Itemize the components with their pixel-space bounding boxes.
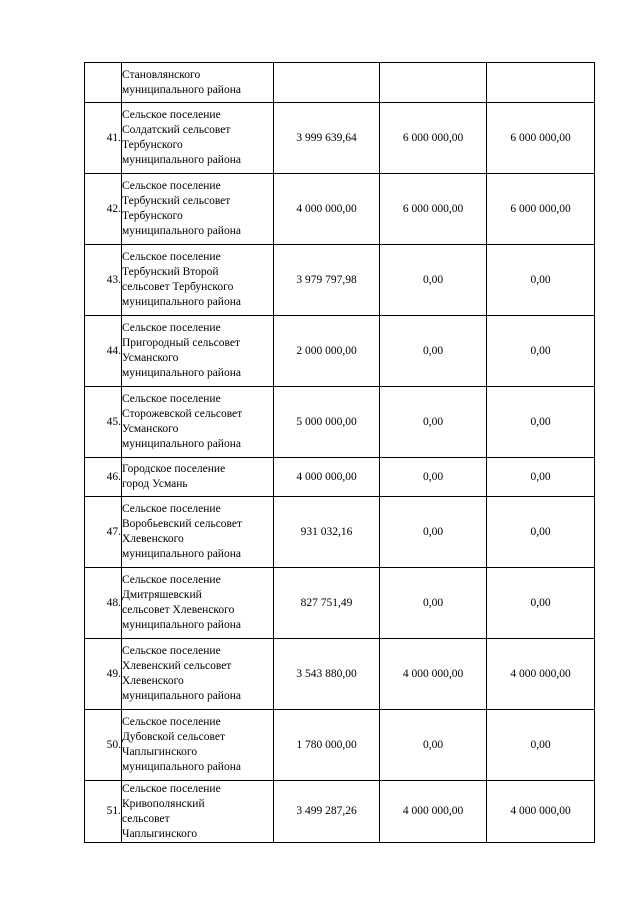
settlement-name: Сельское поселение Пригородный сельсовет Усманского муниципального района	[122, 316, 274, 387]
amount-col-1: 3 499 287,26	[274, 781, 380, 843]
amount-col-3: 4 000 000,00	[487, 781, 595, 843]
amount-col-2: 4 000 000,00	[380, 639, 487, 710]
amount-col-3: 0,00	[487, 458, 595, 497]
amount-col-1: 3 999 639,64	[274, 103, 380, 174]
amount-col-1: 4 000 000,00	[274, 458, 380, 497]
row-number: 48.	[85, 568, 122, 639]
table-row	[85, 63, 595, 103]
table-row	[85, 710, 595, 781]
settlement-name: Сельское поселение Хлевенский сельсовет Хлевенского муниципального района	[122, 639, 274, 710]
amount-col-3: 0,00	[487, 316, 595, 387]
row-number: 51.	[85, 781, 122, 843]
amount-col-1: 4 000 000,00	[274, 174, 380, 245]
amount-col-1: 5 000 000,00	[274, 387, 380, 458]
amount-col-3	[487, 63, 595, 103]
amount-col-2	[380, 63, 487, 103]
amount-col-1: 931 032,16	[274, 497, 380, 568]
appropriations-table	[84, 62, 595, 843]
row-number: 49.	[85, 639, 122, 710]
amount-col-1: 3 979 797,98	[274, 245, 380, 316]
amount-col-2: 0,00	[380, 316, 487, 387]
settlement-name: Сельское поселение Воробьевский сельсовет Хлевенского муниципального района	[122, 497, 274, 568]
amount-col-3: 0,00	[487, 710, 595, 781]
amount-col-3: 0,00	[487, 497, 595, 568]
table-row	[85, 103, 595, 174]
settlement-name: Сельское поселение Дмитряшевский сельсовет Хлевенского муниципального района	[122, 568, 274, 639]
amount-col-3: 0,00	[487, 568, 595, 639]
amount-col-1: 3 543 880,00	[274, 639, 380, 710]
row-number: 41.	[85, 103, 122, 174]
amount-col-3: 0,00	[487, 387, 595, 458]
settlement-name: Сельское поселение Солдатский сельсовет Тербунского муниципального района	[122, 103, 274, 174]
settlement-name: Сельское поселение Сторожевской сельсовет Усманского муниципального района	[122, 387, 274, 458]
amount-col-3: 0,00	[487, 245, 595, 316]
table-row	[85, 458, 595, 497]
row-number: 45.	[85, 387, 122, 458]
settlement-name: Городское поселение город Усмань	[122, 458, 274, 497]
row-number: 50.	[85, 710, 122, 781]
settlement-name: Сельское поселение Тербунский сельсовет Тербунского муниципального района	[122, 174, 274, 245]
amount-col-2: 6 000 000,00	[380, 174, 487, 245]
amount-col-3: 6 000 000,00	[487, 103, 595, 174]
amount-col-1: 1 780 000,00	[274, 710, 380, 781]
row-number: 46.	[85, 458, 122, 497]
amount-col-2: 0,00	[380, 458, 487, 497]
amount-col-2: 6 000 000,00	[380, 103, 487, 174]
amount-col-3: 6 000 000,00	[487, 174, 595, 245]
amount-col-1	[274, 63, 380, 103]
row-number: 43.	[85, 245, 122, 316]
amount-col-1: 2 000 000,00	[274, 316, 380, 387]
row-number: 47.	[85, 497, 122, 568]
amount-col-2: 0,00	[380, 245, 487, 316]
settlement-name: Становлянского муниципального района	[122, 63, 274, 103]
amount-col-2: 0,00	[380, 497, 487, 568]
row-number: 42.	[85, 174, 122, 245]
table-row	[85, 316, 595, 387]
settlement-name: Сельское поселение Кривополянский сельсовет Чаплыгинского	[122, 781, 274, 843]
table-row	[85, 497, 595, 568]
row-number	[85, 63, 122, 103]
amount-col-2: 4 000 000,00	[380, 781, 487, 843]
amount-col-3: 4 000 000,00	[487, 639, 595, 710]
settlement-name: Сельское поселение Дубовской сельсовет Чаплыгинского муниципального района	[122, 710, 274, 781]
row-number: 44.	[85, 316, 122, 387]
table-row	[85, 568, 595, 639]
amount-col-2: 0,00	[380, 568, 487, 639]
amount-col-1: 827 751,49	[274, 568, 380, 639]
table-row	[85, 781, 595, 843]
amount-col-2: 0,00	[380, 710, 487, 781]
amount-col-2: 0,00	[380, 387, 487, 458]
settlement-name: Сельское поселение Тербунский Второй сельсовет Тербунского муниципального района	[122, 245, 274, 316]
table-row	[85, 387, 595, 458]
table-row	[85, 639, 595, 710]
table-row	[85, 174, 595, 245]
table-row	[85, 245, 595, 316]
